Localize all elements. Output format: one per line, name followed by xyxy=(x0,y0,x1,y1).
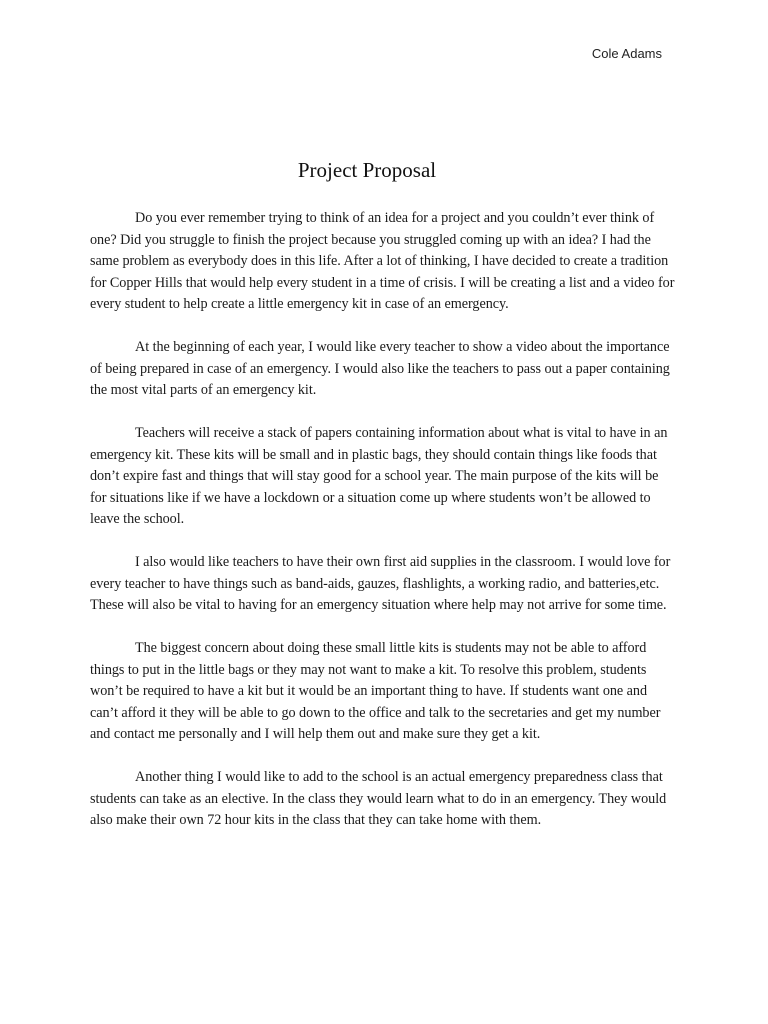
paragraph-kits: Teachers will receive a stack of papers containing information about what is vital to have in an emergency kit. These kits will be small and in plastic bags, they should contain things like foods that don’t expire fast and things that will stay good for a school year. The main purpose of the kits will be for situations like if we have a lockdown or a situation come up where students won’t be allowed to leave the school. xyxy=(90,425,668,527)
paragraph-concern: The biggest concern about doing these small little kits is students may not be able to afford things to put in the little bags or they may not want to make a kit. To resolve this problem, students won’t be required to have a kit but it would be an important thing to have. If students want one and can’t afford it they will be able to go down to the office and talk to the secretaries and get my number and contact me personally and I will help them out and make sure they get a kit. xyxy=(90,640,661,742)
document-body xyxy=(90,208,676,853)
author-name: Cole Adams xyxy=(591,46,662,61)
paragraph-first-aid: I also would like teachers to have their own first aid supplies in the classroom. I would love for every teacher to have things such as band-aids, gauzes, flashlights, a working radio, and batteries,etc. These will also be vital to having for an emergency situation where help may not arrive for some time. xyxy=(90,554,671,613)
paragraph-video: At the beginning of each year, I would like every teacher to show a video about the importance of being prepared in case of an emergency. I would also like the teachers to pass out a paper containing the most vital parts of an emergency kit. xyxy=(90,339,670,398)
page-title: Project Proposal xyxy=(297,158,437,182)
paragraph-class: Another thing I would like to add to the school is an actual emergency preparedness class that students can take as an elective. In the class they would learn what to do in an emergency. They would also make their own 72 hour kits in the class that they can take home with them. xyxy=(90,769,667,828)
paragraph-intro: Do you ever remember trying to think of an idea for a project and you couldn’t ever think of one? Did you struggle to finish the project because you struggled coming up with an idea? I had the same problem as everybody does in this life. After a lot of thinking, I have decided to create a tradition for Copper Hills that would help every student in a time of crisis. I will be creating a list and a video for every student to help create a little emergency kit in case of an emergency. xyxy=(90,210,675,312)
